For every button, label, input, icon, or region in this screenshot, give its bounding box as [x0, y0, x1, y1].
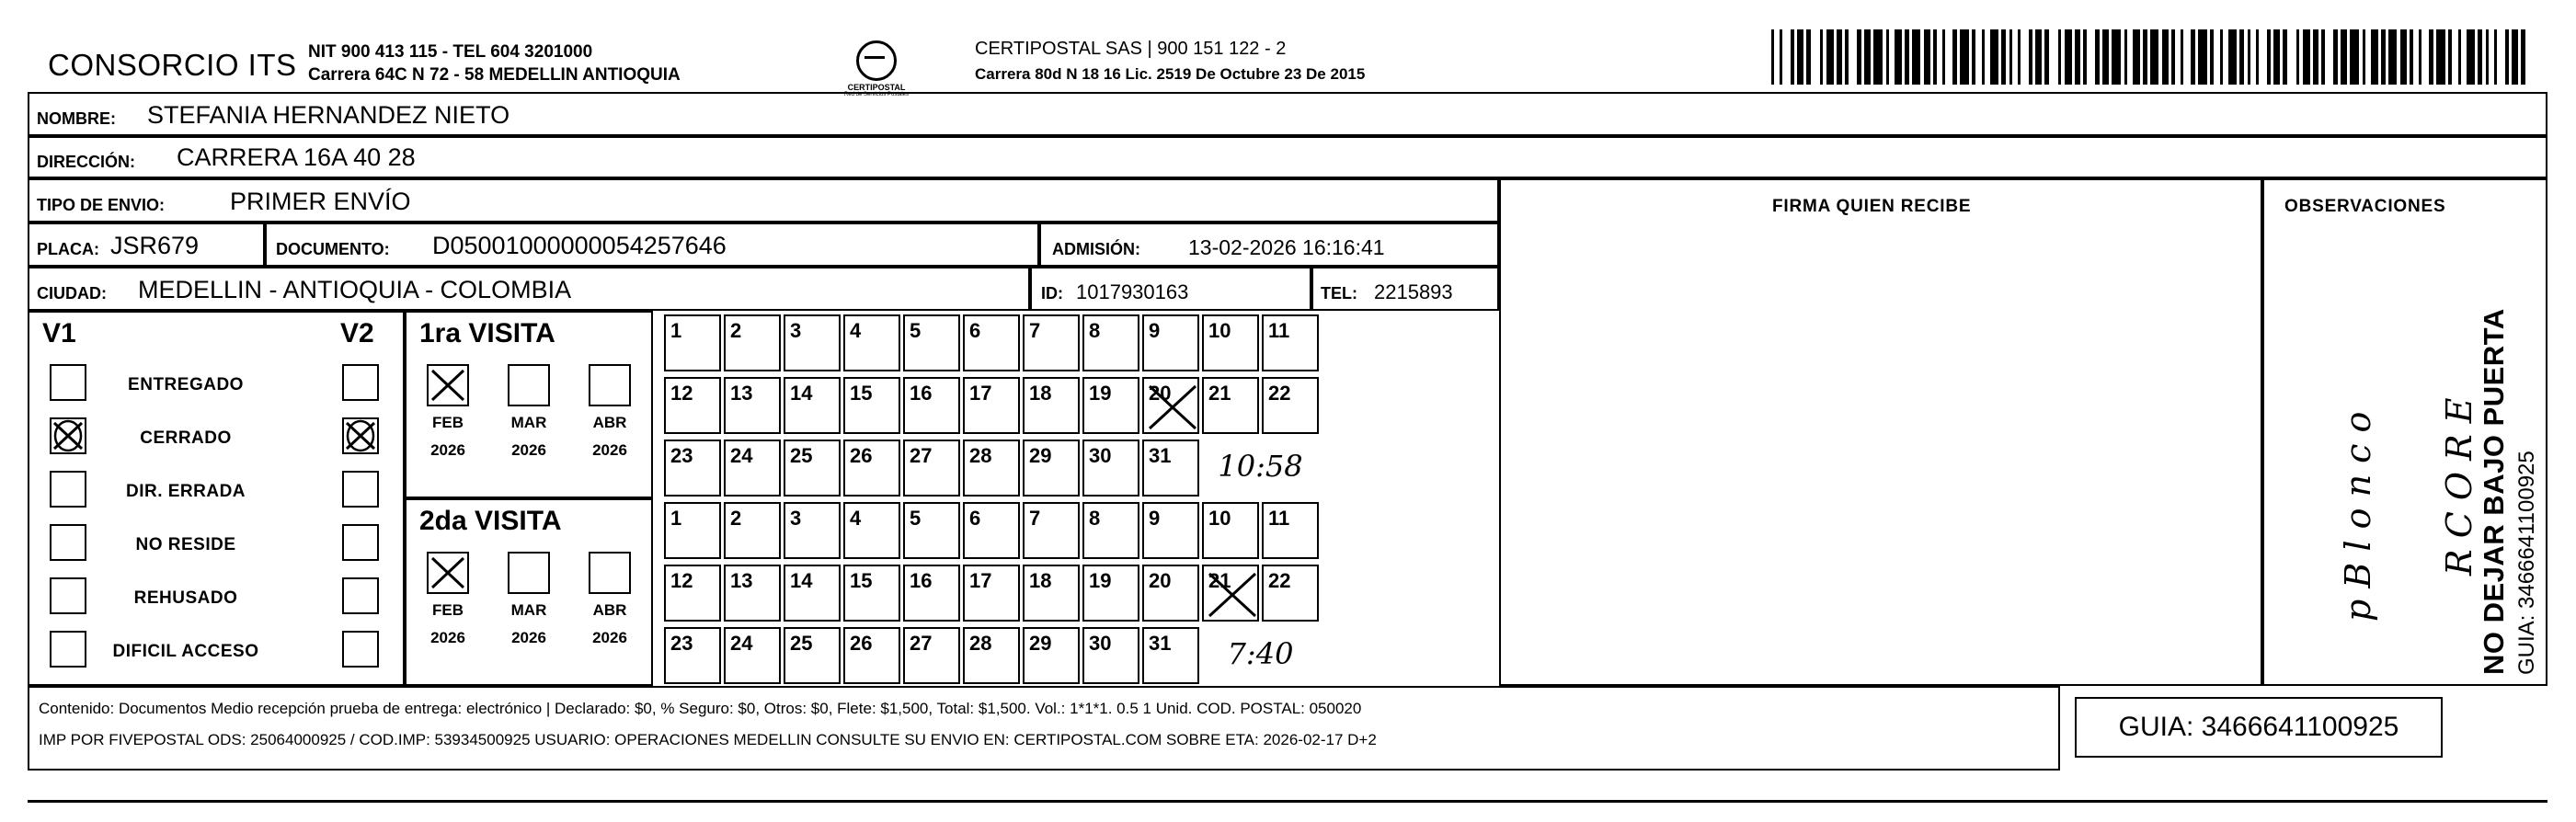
observaciones-label: OBSERVACIONES	[2284, 197, 2446, 216]
guia-footer-box	[2075, 697, 2443, 758]
visit-2-day-19[interactable]: 19	[1082, 565, 1139, 622]
admision-value: 13-02-2026 16:16:41	[1188, 235, 1385, 259]
status-4-label: REHUSADO	[133, 588, 238, 608]
tipo-envio-label: TIPO DE ENVIO:	[37, 196, 166, 214]
visit-1-day-24[interactable]: 24	[724, 440, 781, 497]
documento-cell	[265, 223, 1039, 267]
id-value: 1017930163	[1076, 280, 1189, 303]
visit-1-day-30[interactable]: 30	[1082, 440, 1139, 497]
visit-2-day-1[interactable]: 1	[664, 502, 721, 559]
status-panel	[28, 311, 405, 686]
nombre-value: STEFANIA HERNANDEZ NIETO	[147, 101, 510, 129]
visit-1-month-MAR-checkbox[interactable]	[508, 364, 550, 406]
tel-cell	[1311, 267, 1499, 311]
visit-2-day-8[interactable]: 8	[1082, 502, 1139, 559]
status-2-label: DIR. ERRADA	[125, 482, 246, 501]
visit-2-day-14[interactable]: 14	[784, 565, 841, 622]
visit-1-day-22[interactable]: 22	[1262, 377, 1319, 434]
visit-2-day-20[interactable]: 20	[1142, 565, 1199, 622]
visit-2-day-3[interactable]: 3	[784, 502, 841, 559]
side-guia-text: GUIA: 3466641100925	[2514, 451, 2539, 675]
tel-value: 2215893	[1374, 280, 1453, 303]
placa-label: PLACA:	[37, 240, 99, 258]
visit-1-day-14[interactable]: 14	[784, 377, 841, 434]
firma-label: FIRMA QUIEN RECIBE	[1772, 197, 1972, 216]
visit-2-day-15[interactable]: 15	[843, 565, 900, 622]
visit-2-month-ABR-checkbox[interactable]	[589, 552, 631, 594]
certipostal-logo	[837, 40, 916, 98]
shipping-label	[28, 17, 2547, 807]
visit-2-day-4[interactable]: 4	[843, 502, 900, 559]
visit-1-day-21[interactable]: 21	[1202, 377, 1259, 434]
visit-2-day-7[interactable]: 7	[1023, 502, 1080, 559]
status-5-v2-checkbox[interactable]	[342, 631, 379, 668]
v1-header: V1	[42, 318, 76, 348]
firma-panel[interactable]	[1499, 178, 2262, 686]
status-0-label: ENTREGADO	[128, 375, 244, 394]
company-name: CONSORCIO ITS	[48, 48, 297, 82]
label-header	[28, 17, 2547, 97]
visit-1-day-3[interactable]: 3	[784, 314, 841, 371]
id-label: ID:	[1041, 284, 1063, 303]
visit-1-day-28[interactable]: 28	[963, 440, 1020, 497]
status-4-v2-checkbox[interactable]	[342, 577, 379, 614]
status-2-v2-checkbox[interactable]	[342, 471, 379, 508]
documento-label: DOCUMENTO:	[276, 240, 390, 258]
visit-2-day-18[interactable]: 18	[1023, 565, 1080, 622]
visit-2-month-FEB-checkbox[interactable]	[427, 552, 469, 594]
visit-2-day-21[interactable]: 21	[1202, 565, 1259, 622]
tipo-envio-row	[28, 178, 1499, 223]
visit-2-day-16[interactable]: 16	[903, 565, 960, 622]
visit-2-month-MAR-checkbox[interactable]	[508, 552, 550, 594]
status-1-label: CERRADO	[140, 428, 232, 448]
direccion-row	[28, 136, 2547, 178]
visit-1-month-MAR-name: MAR	[510, 414, 547, 431]
visit-1-month-MAR-year: 2026	[511, 441, 546, 459]
company-nit-line: NIT 900 413 115 - TEL 604 3201000	[308, 42, 593, 62]
observacion-handwriting-1: p B l o n c o	[2338, 411, 2378, 622]
visit-1-day-15[interactable]: 15	[843, 377, 900, 434]
day-strike-icon	[1144, 379, 1201, 436]
visit-2-day-29[interactable]: 29	[1023, 627, 1080, 684]
visit-2-panel	[405, 498, 653, 686]
visit-1-day-29[interactable]: 29	[1023, 440, 1080, 497]
visit-2-day-9[interactable]: 9	[1142, 502, 1199, 559]
visit-1-day-4[interactable]: 4	[843, 314, 900, 371]
company-address-line: Carrera 64C N 72 - 58 MEDELLIN ANTIOQUIA	[308, 65, 681, 85]
visit-2-day-22[interactable]: 22	[1262, 565, 1319, 622]
ciudad-cell	[28, 267, 1030, 311]
observacion-handwriting-2: R C O R E	[2439, 397, 2479, 576]
visit-2-day-2[interactable]: 2	[724, 502, 781, 559]
carrier-license-line: Carrera 80d N 18 16 Lic. 2519 De Octubre 23 De 2015	[975, 65, 1366, 83]
visit-1-month-ABR-name: ABR	[592, 414, 627, 431]
visit-1-day-11[interactable]: 11	[1262, 314, 1319, 371]
logo-subtext: Red de Servicios Postales	[843, 92, 910, 97]
logo-ring-icon	[856, 40, 897, 81]
visit-1-day-13[interactable]: 13	[724, 377, 781, 434]
no-dejar-bajo-puerta-text: NO DEJAR BAJO PUERTA	[2478, 308, 2510, 675]
check-mark-icon	[429, 366, 467, 405]
visit-2-day-31[interactable]: 31	[1142, 627, 1199, 684]
visit-1-day-1[interactable]: 1	[664, 314, 721, 371]
visit-1-day-9[interactable]: 9	[1142, 314, 1199, 371]
direccion-label: DIRECCIÓN:	[37, 153, 135, 171]
visit-1-month-ABR-checkbox[interactable]	[589, 364, 631, 406]
visit-1-month-FEB-name: FEB	[432, 414, 464, 431]
visit-1-day-7[interactable]: 7	[1023, 314, 1080, 371]
tel-label: TEL:	[1321, 284, 1357, 303]
visit-1-day-27[interactable]: 27	[903, 440, 960, 497]
visit-2-month-MAR-year: 2026	[511, 629, 546, 646]
carrier-name-line: CERTIPOSTAL SAS | 900 151 122 - 2	[975, 39, 1287, 59]
bottom-divider	[28, 800, 2547, 803]
nombre-label: NOMBRE:	[37, 109, 116, 128]
visit-2-day-30[interactable]: 30	[1082, 627, 1139, 684]
documento-value: D05001000000054257646	[432, 232, 727, 259]
visit-1-day-31[interactable]: 31	[1142, 440, 1199, 497]
visit-2-day-26[interactable]: 26	[843, 627, 900, 684]
visit-2-month-ABR-name: ABR	[592, 601, 627, 619]
footer-line-1: Contenido: Documentos Medio recepción prueba de entrega: electrónico | Declarado: $0, % Seguro: $0, Otros: $0, Flete: $1,500, Total: $1,500. Vol.: 1*1*1. 0.5 1 Unid. COD. POSTAL: 050020	[39, 700, 1362, 717]
footer-line-2: IMP POR FIVEPOSTAL ODS: 25064000925 / COD.IMP: 53934500925 USUARIO: OPERACIONES MEDELLIN CONSULTE SU ENVIO EN: CERTIPOSTAL.COM SOBRE ETA: 2026-02-17 D+2	[39, 731, 1377, 748]
visit-1-day-12[interactable]: 12	[664, 377, 721, 434]
ciudad-value: MEDELLIN - ANTIOQUIA - COLOMBIA	[138, 276, 572, 303]
visit-1-hour-note: 10:58	[1218, 449, 1303, 484]
id-cell	[1030, 267, 1311, 311]
guia-barcode	[1771, 29, 2535, 85]
tipo-envio-value: PRIMER ENVÍO	[230, 188, 411, 215]
visit-2-day-23[interactable]: 23	[664, 627, 721, 684]
visit-2-month-FEB-name: FEB	[432, 601, 464, 619]
visit-1-day-5[interactable]: 5	[903, 314, 960, 371]
visit-2-day-11[interactable]: 11	[1262, 502, 1319, 559]
company-contact	[308, 40, 681, 86]
visit-1-day-26[interactable]: 26	[843, 440, 900, 497]
visit-1-day-25[interactable]: 25	[784, 440, 841, 497]
footer-panel	[28, 686, 2060, 771]
visit-2-day-25[interactable]: 25	[784, 627, 841, 684]
visit-1-day-8[interactable]: 8	[1082, 314, 1139, 371]
visit-1-month-FEB-checkbox[interactable]	[427, 364, 469, 406]
visit-2-day-13[interactable]: 13	[724, 565, 781, 622]
admision-label: ADMISIÓN:	[1052, 240, 1140, 258]
nombre-row	[28, 92, 2547, 136]
status-3-v2-checkbox[interactable]	[342, 524, 379, 561]
guia-footer-label: GUIA: 3466641100925	[2118, 712, 2399, 742]
status-3-label: NO RESIDE	[135, 535, 236, 554]
visit-2-title: 2da VISITA	[419, 506, 562, 536]
visit-1-day-10[interactable]: 10	[1202, 314, 1259, 371]
status-5-label: DIFICIL ACCESO	[112, 642, 259, 661]
logo-text: CERTIPOSTAL	[847, 83, 906, 92]
status-1-v2-checkbox[interactable]	[342, 417, 379, 454]
visit-2-day-10[interactable]: 10	[1202, 502, 1259, 559]
visit-2-day-6[interactable]: 6	[963, 502, 1020, 559]
visit-1-day-17[interactable]: 17	[963, 377, 1020, 434]
visit-2-day-28[interactable]: 28	[963, 627, 1020, 684]
ciudad-label: CIUDAD:	[37, 284, 107, 303]
visit-1-title: 1ra VISITA	[419, 318, 555, 348]
visit-1-day-18[interactable]: 18	[1023, 377, 1080, 434]
visit-2-day-12[interactable]: 12	[664, 565, 721, 622]
visit-2-day-24[interactable]: 24	[724, 627, 781, 684]
visit-2-month-MAR-name: MAR	[510, 601, 547, 619]
visit-1-panel	[405, 311, 653, 498]
visit-2-month-ABR-year: 2026	[592, 629, 627, 646]
visit-1-day-20[interactable]: 20	[1142, 377, 1199, 434]
visit-2-hour-note: 7:40	[1227, 636, 1294, 671]
visit-2-day-5[interactable]: 5	[903, 502, 960, 559]
placa-value: JSR679	[110, 232, 200, 259]
visit-1-day-19[interactable]: 19	[1082, 377, 1139, 434]
check-mark-icon	[429, 554, 467, 592]
v2-header: V2	[340, 318, 374, 348]
visit-1-day-16[interactable]: 16	[903, 377, 960, 434]
direccion-value: CARRERA 16A 40 28	[177, 143, 416, 171]
check-mark-icon	[344, 419, 377, 452]
admision-cell	[1039, 223, 1499, 267]
placa-cell	[28, 223, 265, 267]
visit-1-month-FEB-year: 2026	[430, 441, 465, 459]
day-strike-icon	[1204, 566, 1261, 623]
visit-1-day-6[interactable]: 6	[963, 314, 1020, 371]
visit-1-day-2[interactable]: 2	[724, 314, 781, 371]
visit-2-day-17[interactable]: 17	[963, 565, 1020, 622]
visit-2-day-27[interactable]: 27	[903, 627, 960, 684]
carrier-info	[975, 37, 1365, 86]
visit-2-month-FEB-year: 2026	[430, 629, 465, 646]
status-0-v2-checkbox[interactable]	[342, 364, 379, 401]
visit-1-day-23[interactable]: 23	[664, 440, 721, 497]
visit-1-month-ABR-year: 2026	[592, 441, 627, 459]
